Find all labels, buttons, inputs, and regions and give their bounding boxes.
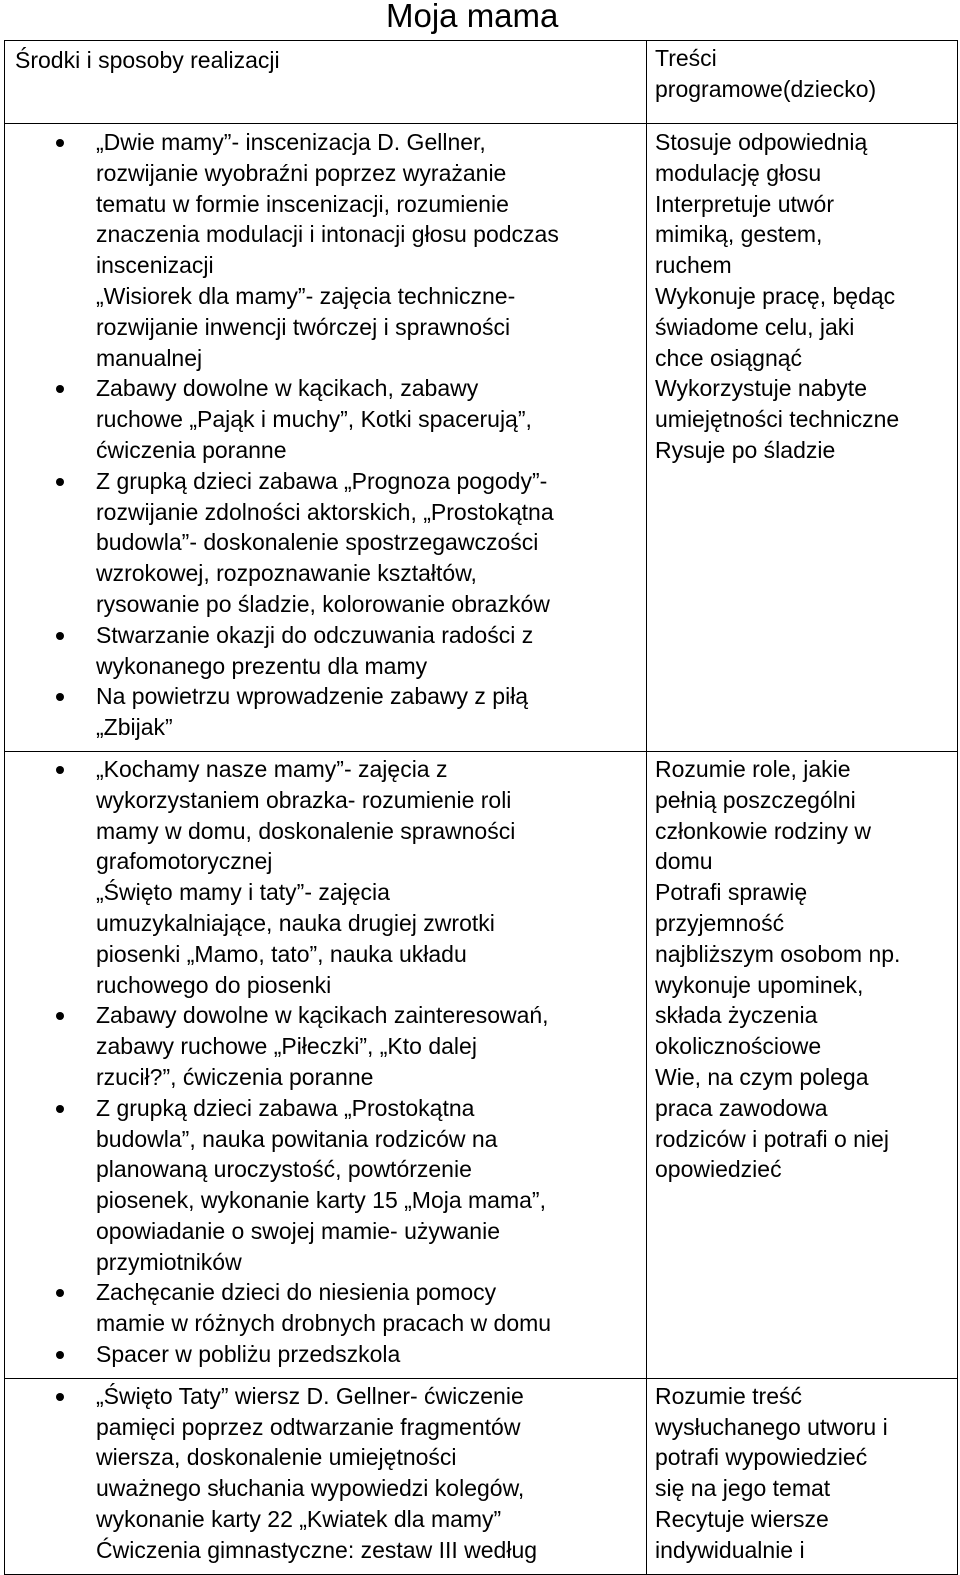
bullet-icon bbox=[56, 632, 64, 640]
content-line: Rozumie role, jakie bbox=[655, 755, 851, 782]
content-line: ruchem bbox=[655, 252, 732, 279]
content-line: opowiedzieć bbox=[655, 1156, 782, 1183]
content-line: wysłuchanego utworu i bbox=[655, 1413, 888, 1440]
header-content-cell bbox=[647, 41, 958, 124]
activity-line: Zabawy dowolne w kącikach, zabawy bbox=[96, 375, 479, 402]
list-item bbox=[5, 1000, 646, 1092]
lesson-plan-table bbox=[4, 40, 958, 1575]
content-line: modulację głosu bbox=[655, 159, 822, 186]
bullet-icon bbox=[56, 385, 64, 393]
activity-line: ruchowego do piosenki bbox=[96, 971, 332, 998]
activity-line: ruchowe „Pająk i muchy”, Kotki spacerują”, bbox=[96, 406, 532, 433]
bullet-icon bbox=[56, 1351, 64, 1359]
bullet-icon bbox=[56, 139, 64, 147]
activity-line: planowaną uroczystość, powtórzenie bbox=[96, 1156, 472, 1183]
activity-line: „Święto Taty” wiersz D. Gellner- ćwiczenie bbox=[96, 1382, 524, 1409]
content-cell bbox=[647, 1378, 958, 1574]
list-item bbox=[5, 1277, 646, 1339]
content-line: wykonuje upominek, bbox=[655, 971, 864, 998]
list-item bbox=[5, 1381, 646, 1566]
bullet-icon bbox=[56, 1289, 64, 1297]
activity-line: Spacer w pobliżu przedszkola bbox=[96, 1341, 401, 1368]
content-line: Wykonuje pracę, będąc bbox=[655, 282, 896, 309]
list-item bbox=[5, 1093, 646, 1278]
content-line: najbliższym osobom np. bbox=[655, 940, 901, 967]
header-content-line: programowe(dziecko) bbox=[655, 75, 877, 102]
activity-line: budowla”- doskonalenie spostrzegawczości bbox=[96, 529, 539, 556]
content-line: mimiką, gestem, bbox=[655, 221, 823, 248]
activity-line: pamięci poprzez odtwarzanie fragmentów bbox=[96, 1413, 521, 1440]
table-row bbox=[5, 751, 958, 1378]
activity-line: wykorzystaniem obrazka- rozumienie roli bbox=[96, 786, 512, 813]
content-line: umiejętności techniczne bbox=[655, 406, 900, 433]
content-line: rodziców i potrafi o niej bbox=[655, 1125, 889, 1152]
activity-line: Zabawy dowolne w kącikach zainteresowań, bbox=[96, 1002, 549, 1029]
content-line: się na jego temat bbox=[655, 1475, 831, 1502]
activity-line: „Dwie mamy”- inscenizacja D. Gellner, bbox=[96, 129, 486, 155]
content-line: Wie, na czym polega bbox=[655, 1063, 869, 1090]
list-item bbox=[5, 681, 646, 743]
list-item bbox=[5, 620, 646, 682]
activity-line: Zachęcanie dzieci do niesienia pomocy bbox=[96, 1279, 497, 1306]
content-line: chce osiągnąć bbox=[655, 344, 803, 371]
list-item bbox=[5, 127, 646, 373]
activity-line: wiersza, doskonalenie umiejętności bbox=[96, 1444, 457, 1471]
activity-line: opowiadanie o swojej mamie- używanie bbox=[96, 1217, 500, 1244]
activity-line: grafomotorycznej bbox=[96, 848, 273, 875]
table-row bbox=[5, 124, 958, 752]
activity-line: uważnego słuchania wypowiedzi kolegów, bbox=[96, 1475, 525, 1502]
content-line: składa życzenia bbox=[655, 1002, 818, 1029]
bullet-icon bbox=[56, 1105, 64, 1113]
bullet-icon bbox=[56, 1393, 64, 1401]
activity-line: rozwijanie wyobraźni poprzez wyrażanie bbox=[96, 159, 507, 186]
activity-line: znaczenia modulacji i intonacji głosu podczas bbox=[96, 221, 559, 248]
activity-line: wykonanego prezentu dla mamy bbox=[96, 652, 428, 679]
bullet-icon bbox=[56, 766, 64, 774]
list-item bbox=[5, 1339, 646, 1370]
activity-line: rysowanie po śladzie, kolorowanie obrazków bbox=[96, 590, 550, 617]
activity-line: Z grupką dzieci zabawa „Prognoza pogody”- bbox=[96, 467, 548, 494]
activity-line: budowla”, nauka powitania rodziców na bbox=[96, 1125, 498, 1152]
content-line: członkowie rodziny w bbox=[655, 817, 872, 844]
activity-line: wykonanie karty 22 „Kwiatek dla mamy” bbox=[96, 1506, 502, 1533]
header-means-label: Środki i sposoby realizacji bbox=[15, 47, 280, 73]
activity-line: Z grupką dzieci zabawa „Prostokątna bbox=[96, 1094, 475, 1121]
table-row bbox=[5, 1378, 958, 1574]
header-content-line: Treści bbox=[655, 45, 717, 71]
activity-line: Stwarzanie okazji do odczuwania radości z bbox=[96, 621, 534, 648]
content-line: domu bbox=[655, 848, 713, 875]
table-header-row bbox=[5, 41, 958, 124]
activity-line: „Wisiorek dla mamy”- zajęcia techniczne- bbox=[96, 282, 516, 309]
list-item bbox=[5, 754, 646, 1000]
activity-line: „Kochamy nasze mamy”- zajęcia z bbox=[96, 755, 448, 782]
bullet-icon bbox=[56, 693, 64, 701]
content-line: potrafi wypowiedzieć bbox=[655, 1444, 868, 1471]
activity-line: inscenizacji bbox=[96, 252, 214, 279]
list-item bbox=[5, 466, 646, 620]
content-line: Rysuje po śladzie bbox=[655, 436, 836, 463]
activity-line: Na powietrzu wprowadzenie zabawy z piłą bbox=[96, 683, 529, 710]
activity-line: manualnej bbox=[96, 344, 203, 371]
activity-line: rozwijanie zdolności aktorskich, „Prostokątna bbox=[96, 498, 554, 525]
activity-line: Ćwiczenia gimnastyczne: zestaw III według bbox=[96, 1536, 538, 1563]
means-cell bbox=[5, 1378, 647, 1574]
content-line: Recytuje wiersze bbox=[655, 1506, 829, 1533]
content-line: indywidualnie i bbox=[655, 1536, 805, 1563]
means-cell bbox=[5, 751, 647, 1378]
activity-line: mamie w różnych drobnych pracach w domu bbox=[96, 1310, 552, 1337]
activity-line: „Zbijak” bbox=[96, 714, 173, 741]
content-cell bbox=[647, 124, 958, 752]
activity-line: rzucił?”, ćwiczenia poranne bbox=[96, 1063, 374, 1090]
activity-line: tematu w formie inscenizacji, rozumienie bbox=[96, 190, 509, 217]
content-line: świadome celu, jaki bbox=[655, 313, 855, 340]
content-line: Interpretuje utwór bbox=[655, 190, 834, 217]
activity-line: przymiotników bbox=[96, 1248, 242, 1275]
content-line: Potrafi sprawię bbox=[655, 879, 808, 906]
bullet-icon bbox=[56, 1012, 64, 1020]
content-line: Wykorzystuje nabyte bbox=[655, 375, 867, 402]
content-line: praca zawodowa bbox=[655, 1094, 828, 1121]
activity-list bbox=[5, 127, 646, 743]
content-line: pełnią poszczególni bbox=[655, 786, 856, 813]
activity-line: piosenki „Mamo, tato”, nauka układu bbox=[96, 940, 467, 967]
means-cell bbox=[5, 124, 647, 752]
activity-line: „Święto mamy i taty”- zajęcia bbox=[96, 879, 390, 906]
content-line: okolicznościowe bbox=[655, 1033, 822, 1060]
activity-line: zabawy ruchowe „Piłeczki”, „Kto dalej bbox=[96, 1033, 477, 1060]
activity-line: wzrokowej, rozpoznawanie kształtów, bbox=[96, 560, 477, 587]
header-means-cell bbox=[5, 41, 647, 124]
activity-list bbox=[5, 1381, 646, 1566]
activity-line: mamy w domu, doskonalenie sprawności bbox=[96, 817, 516, 844]
activity-line: ćwiczenia poranne bbox=[96, 436, 287, 463]
bullet-icon bbox=[56, 478, 64, 486]
content-line: Stosuje odpowiednią bbox=[655, 129, 868, 155]
activity-line: umuzykalniające, nauka drugiej zwrotki bbox=[96, 909, 495, 936]
activity-list bbox=[5, 754, 646, 1370]
content-line: Rozumie treść bbox=[655, 1382, 802, 1409]
page-title: Moja mama bbox=[386, 0, 559, 34]
content-cell bbox=[647, 751, 958, 1378]
activity-line: piosenek, wykonanie karty 15 „Moja mama”, bbox=[96, 1187, 546, 1214]
content-line: przyjemność bbox=[655, 909, 785, 936]
activity-line: rozwijanie inwencji twórczej i sprawności bbox=[96, 313, 511, 340]
list-item bbox=[5, 373, 646, 465]
